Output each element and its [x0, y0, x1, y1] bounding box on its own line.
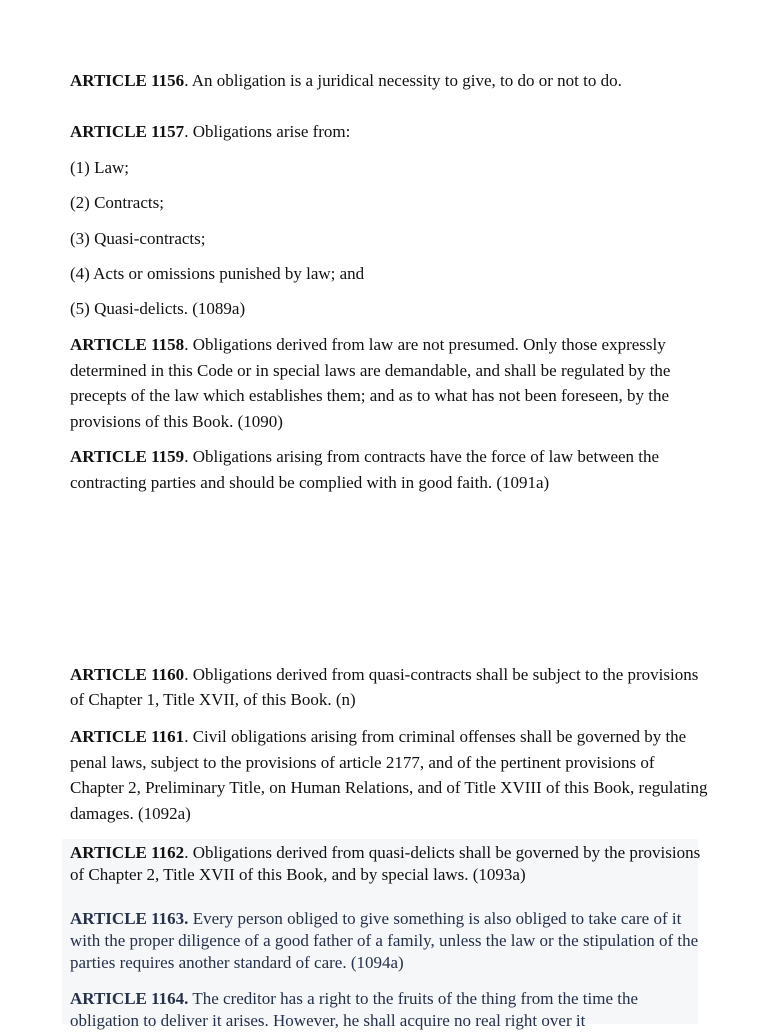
article-1163	[70, 908, 710, 974]
article-number: ARTICLE 1158	[70, 335, 185, 354]
article-1159	[70, 444, 710, 495]
article-text: The creditor has a right to the fruits of the thing from the time the obligation to deliver it arises. However, he shall acquire no real right over it	[70, 989, 639, 1030]
article-number: ARTICLE 1163.	[70, 909, 189, 928]
list-item: (2) Contracts;	[70, 193, 164, 212]
article-number: ARTICLE 1156	[70, 71, 185, 90]
article-text: . Obligations derived from quasi-contracts shall be subject to the provisions of Chapter 1, Title XVII, of this Book. (n)	[70, 665, 699, 710]
article-text: . Obligations derived from law are not presumed. Only those expressly determined in this Code or in special laws are demandable, and shall be regulated by the precepts of the law which establishes them; and as to what has not been foreseen, by the provisions of this Book. (1090)	[70, 335, 671, 431]
article-text: . An obligation is a juridical necessity to give, to do or not to do.	[184, 71, 622, 90]
article-1162	[70, 842, 710, 886]
article-text: . Obligations arise from:	[184, 122, 351, 141]
article-1157	[70, 119, 710, 144]
article-text: . Obligations arising from contracts have the force of law between the contracting parties and should be complied with in good faith. (1091a)	[70, 447, 660, 492]
article-1156	[70, 68, 710, 93]
article-text: . Civil obligations arising from criminal offenses shall be governed by the penal laws, subject to the provisions of article 2177, and of the pertinent provisions of Chapter 2, Preliminary Title, on Human Relations, and of Title XVIII of this Book, regulating damages. (1092a)	[70, 727, 708, 823]
article-number: ARTICLE 1160	[70, 665, 185, 684]
article-text: Every person obliged to give something is also obliged to take care of it with the proper diligence of a good father of a family, unless the law or the stipulation of the parties requires another standard of care. (1094a)	[70, 909, 699, 972]
article-number: ARTICLE 1161	[70, 727, 185, 746]
list-item: (3) Quasi-contracts;	[70, 229, 206, 248]
article-number: ARTICLE 1162	[70, 843, 185, 862]
article-1158	[70, 332, 710, 434]
list-item: (1) Law;	[70, 158, 130, 177]
article-1164	[70, 988, 710, 1032]
article-number: ARTICLE 1159	[70, 447, 185, 466]
list-item: (5) Quasi-delicts. (1089a)	[70, 299, 246, 318]
article-number: ARTICLE 1164.	[70, 989, 189, 1008]
article-number: ARTICLE 1157	[70, 122, 185, 141]
article-1160	[70, 662, 710, 712]
article-1161	[70, 724, 710, 826]
article-text: . Obligations derived from quasi-delicts shall be governed by the provisions of Chapter 2, Title XVII of this Book, and by special laws. (1093a)	[70, 843, 701, 884]
list-item: (4) Acts or omissions punished by law; and	[70, 264, 365, 283]
